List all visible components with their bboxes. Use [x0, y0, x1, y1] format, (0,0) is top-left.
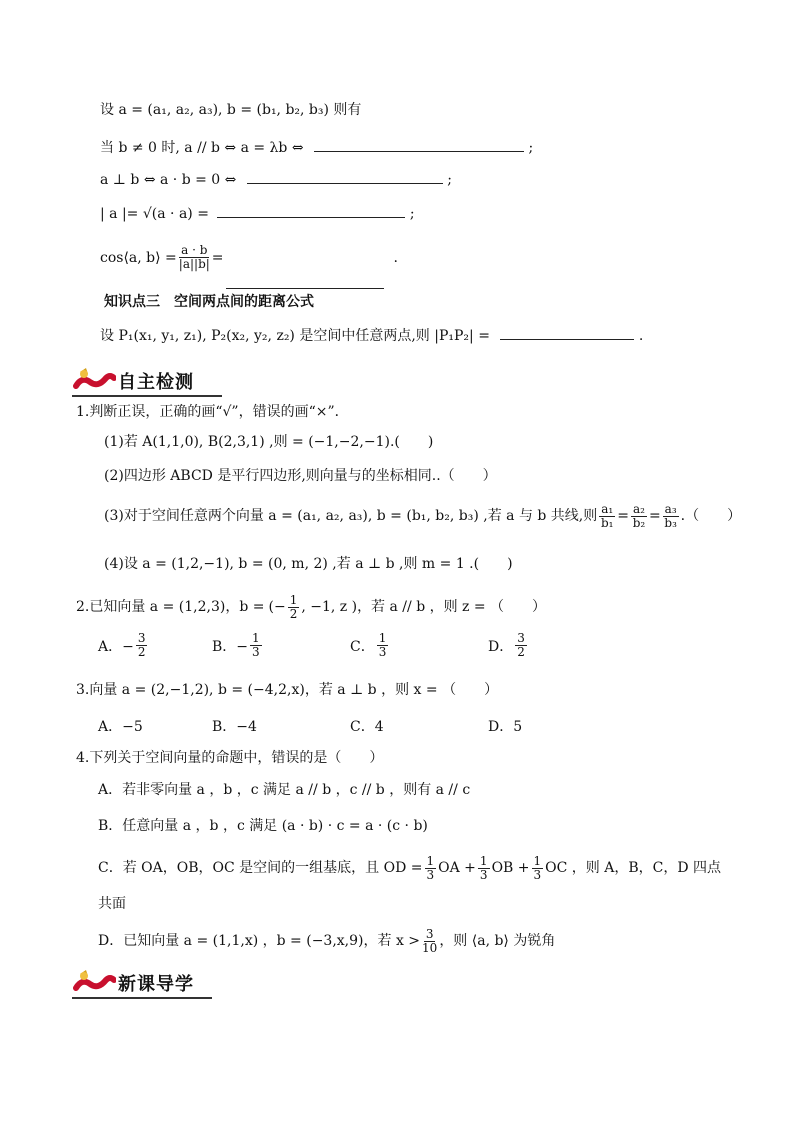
- q1-item-3: (3)对于空间任意两个向量 a = (a₁, a₂, a₃), b = (b₁, b₂, b₃) ,若 a 与 b 共线,则 $\frac{\text{a₁}}{\text{b₁}}$ = $\frac{\text{a₂}}{\text{b₂}}$ = $\frac{\text{a₃}}{\text{b₃}}$ .（ ）: [104, 501, 742, 530]
- formula-text: =: [211, 249, 224, 266]
- question-1-stem: 1.判断正误，正确的画“√”，错误的画“×”．: [76, 404, 349, 420]
- section-heading-new-lesson: [72, 968, 194, 996]
- formula-line-4: [100, 204, 415, 224]
- answer-blank[interactable]: [500, 339, 634, 340]
- cos-fraction: $\frac{a \cdot b}{|a||b|}$: [178, 243, 210, 271]
- q1-item-4: (4)设 a = (1,2,−1), b = (0, m, 2) ,若 a ⊥ b ,则 m = 1 .( ): [104, 556, 513, 572]
- formula-line-3: [100, 170, 452, 190]
- option-d[interactable]: D． $\frac{3}{2}$: [488, 631, 525, 659]
- question-3-stem: 3.向量 a = (2,−1,2), b = (−4,2,x)，若 a ⊥ b ，则 x = （ ）: [76, 682, 499, 698]
- formula-line-2: [100, 138, 533, 158]
- brush-stroke-icon: [72, 366, 116, 394]
- option-b[interactable]: B．− $\frac{1}{3}$: [212, 631, 260, 659]
- option-c-continuation: 共面: [98, 896, 126, 912]
- section-heading-self-check: [72, 366, 194, 394]
- question-2-stem: 2.已知向量 a = (1,2,3)，b = (− $\frac{1}{2}$ , −1, z ) ，若 a // b ，则 z = （ ）: [76, 592, 547, 621]
- option-b[interactable]: B．任意向量 a ，b ，c 满足 (a · b) · c = a · (c · b): [98, 818, 428, 834]
- formula-line-1: 设 a = (a₁, a₂, a₃), b = (b₁, b₂, b₃) 则有: [100, 102, 362, 118]
- formula-text: a ⊥ b ⇔ a · b = 0 ⇔: [100, 172, 237, 188]
- heading-text: 新课导学: [118, 974, 194, 995]
- formula-end: ;: [528, 140, 534, 156]
- formula-line-5: [100, 244, 398, 271]
- section-title: 知识点三 空间两点间的距离公式: [104, 294, 314, 310]
- option-a[interactable]: A．若非零向量 a ，b ，c 满足 a // b ，c // b ，则有 a // c: [98, 782, 471, 798]
- formula-end: ;: [447, 172, 453, 188]
- option-a[interactable]: A．− $\frac{3}{2}$: [98, 631, 146, 659]
- q1-item-1: (1)若 A(1,1,0), B(2,3,1) ,则 = (−1,−2,−1).( ): [104, 434, 434, 450]
- option-b[interactable]: B．−4: [212, 719, 257, 735]
- answer-blank[interactable]: [217, 217, 405, 218]
- fraction: $\frac{\text{a₁}}{\text{b₁}}$: [601, 501, 614, 530]
- formula-end: ;: [409, 206, 415, 222]
- brush-stroke-icon: [72, 968, 116, 996]
- answer-blank[interactable]: [247, 183, 443, 184]
- heading-text: 自主检测: [118, 372, 194, 393]
- option-c[interactable]: C． $\frac{1}{3}$: [350, 631, 387, 659]
- distance-formula: 设 P₁(x₁, y₁, z₁), P₂(x₂, y₂, z₂) 是空间中任意两点,则 |P₁P₂| = .: [100, 328, 644, 344]
- answer-blank[interactable]: [226, 288, 384, 289]
- formula-text: 当 b ≠ 0 时, a // b ⇔ a = λb ⇔: [100, 140, 304, 156]
- option-c[interactable]: C．4: [350, 719, 384, 735]
- formula-text: | a |= √(a · a) =: [100, 206, 209, 222]
- question-4-stem: 4.下列关于空间向量的命题中，错误的是（ ）: [76, 750, 384, 766]
- answer-blank[interactable]: [314, 151, 524, 152]
- option-c[interactable]: C．若 OA，OB，OC 是空间的一组基底，且 OD = $\frac{1}{3}$ OA + $\frac{1}{3}$ OB + $\frac{1}{3}$ OC ，则 A，B，C，D 四点: [98, 853, 722, 882]
- formula-end: .: [393, 249, 398, 266]
- formula-text: cos⟨a, b⟩ =: [100, 249, 177, 266]
- option-a[interactable]: A．−5: [98, 719, 143, 735]
- option-d[interactable]: D．5: [488, 719, 523, 735]
- fraction: $\frac{\text{a₂}}{\text{b₂}}$: [632, 501, 646, 530]
- fraction: $\frac{\text{a₃}}{\text{b₃}}$: [664, 501, 677, 530]
- q1-item-2: (2)四边形 ABCD 是平行四边形,则向量与的坐标相同..（ ）: [104, 468, 497, 484]
- option-d[interactable]: D．已知向量 a = (1,1,x) ，b = (−3,x,9)，若 x > $\frac{3}{10}$ ，则 ⟨a, b⟩ 为锐角: [98, 926, 556, 955]
- fraction: $\frac{1}{2}$: [289, 592, 298, 621]
